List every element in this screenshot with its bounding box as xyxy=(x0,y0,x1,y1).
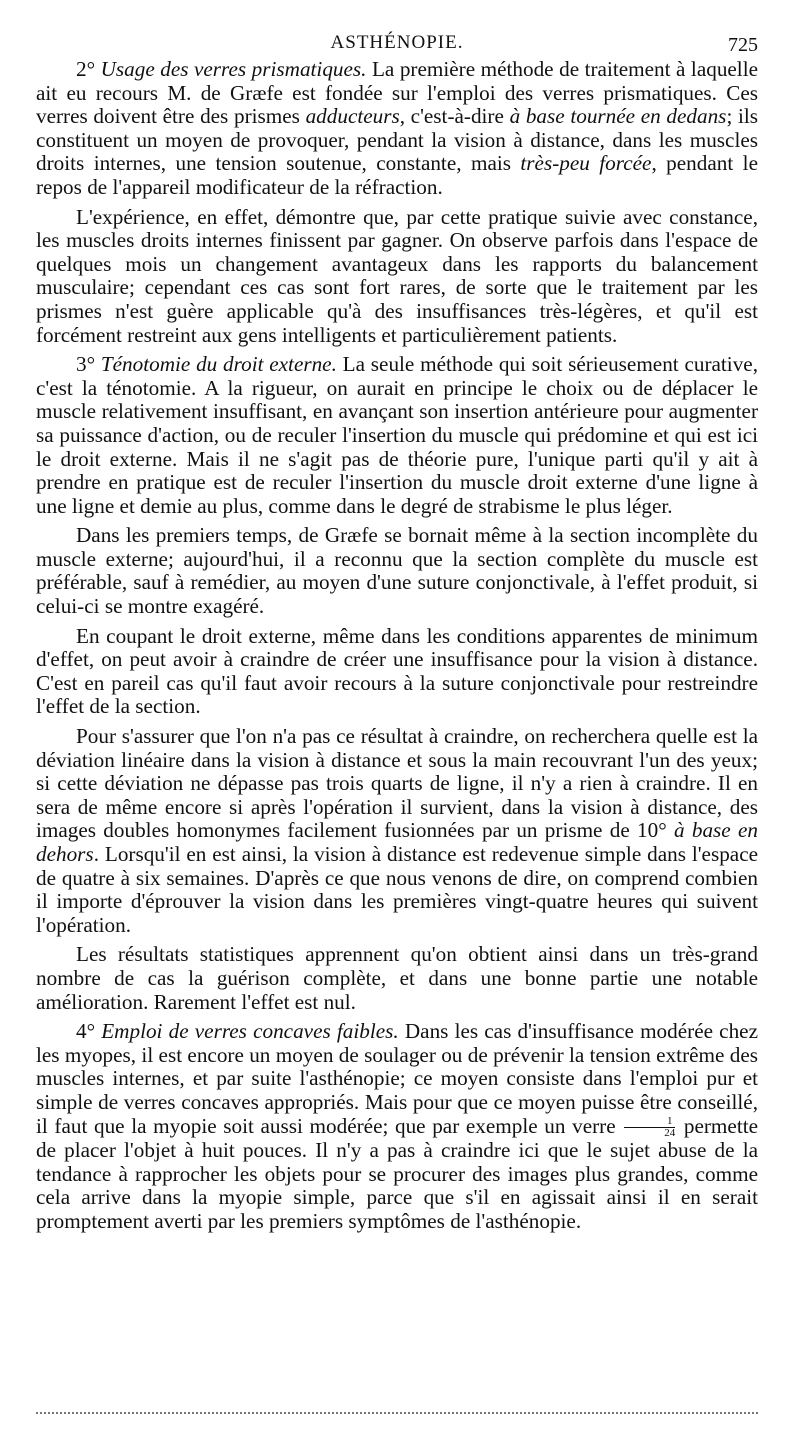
text-run: , pendant le repos de l'appareil modificateur de la réfraction. xyxy=(36,151,758,199)
running-head: ASTHÉNOPIE. xyxy=(330,32,464,53)
page-number: 725 xyxy=(728,34,758,56)
paragraph-pour-s-assurer xyxy=(36,725,758,937)
fraction-numerator: 1 xyxy=(624,1116,675,1128)
section-title: Usage des verres prismatiques. xyxy=(100,57,367,81)
text-run: ; ils constituent un moyen de provoquer, pendant la vision à distance, dans les muscles droits internes, une tension soutenue, constante, mais xyxy=(36,104,759,176)
section-number: 3° xyxy=(76,352,101,377)
italic-run: à base en dehors xyxy=(36,818,758,866)
text-run: . Lorsqu'il en est ainsi, la vision à distance est redevenue simple dans l'espace de quatre à six semaines. D'après ce que nous venons de dire, on comprend combien il importe d'éprouver la vision dans les premières vingt-quatre heures qui suivent l'opération. xyxy=(36,842,758,937)
paragraph-premiers-temps: Dans les premiers temps, de Græfe se bornait même à la section incomplète du muscle externe; aujourd'hui, il a reconnu que la section complète du muscle est préférable, sauf à remédier, au moyen d'une suture conjonctivale, à l'effet produit, si celui-ci se montre exagéré. xyxy=(36,523,758,619)
body-text xyxy=(36,58,758,1234)
italic-run: à base tournée en dedans xyxy=(509,104,727,129)
fraction-denominator: 24 xyxy=(664,1127,676,1140)
text-run: Pour s'assurer que l'on n'a pas ce résultat à craindre, on recherchera quelle est la déviation linéaire dans la vision à distance et sous la main recouvrant l'un des yeux; si cette déviation ne dépasse pas trois quarts de ligne, il n'y a rien à craindre. Il en sera de même encore si après l'opération il survient, dans la vision à distance, des images doubles homonymes facilement fusionnées par un prisme de 10° xyxy=(36,724,758,843)
section-title: Emploi de verres concaves faibles. xyxy=(101,1019,399,1044)
section-number: 2° xyxy=(76,57,101,81)
paragraph-tenotomie xyxy=(36,353,758,518)
page-header xyxy=(36,28,758,58)
text-run: La seule méthode qui soit sérieusement curative, c'est la ténotomie. A la rigueur, on aurait en principe le choix ou de déplacer le muscle relativement insuffisant, en avançant son insertion antérieure pour augmenter sa puissance d'action, ou de reculer l'insertion du muscle qui prédomine et qui est ici le droit externe. Mais il ne s'agit pas de théorie pure, l'unique parti qu'il y ait à prendre en pratique est de reculer l'insertion du muscle droit externe d'une ligne à une ligne et demie au plus, comme dans le degré de strabisme le plus léger. xyxy=(36,352,758,518)
section-title: Ténotomie du droit externe. xyxy=(100,352,337,377)
paragraph-resultats: Les résultats statistiques apprennent qu'on obtient ainsi dans un très-grand nombre de cas la guérison complète, et dans une bonne partie une notable amélioration. Rarement l'effet est nul. xyxy=(36,942,758,1014)
text-run: , c'est-à-dire xyxy=(399,104,510,129)
text-run: La première méthode de traitement à laquelle ait eu recours M. de Græfe est fondée sur l'emploi des verres prismatiques. Ces verres doivent être des prismes xyxy=(36,57,758,129)
italic-run: très-peu forcée xyxy=(520,151,652,176)
text-run: Dans les cas d'insuffisance modérée chez les myopes, il est encore un moyen de soulager ou de prévenir la tension extrême des muscles internes, et par suite l'asthénopie; ce moyen consiste dans l'emploi pur et simple de verres concaves appropriés. Mais pour que ce moyen puisse être conseillé, il faut que la myopie soit aussi modérée; que par exemple un verre xyxy=(36,1019,758,1138)
paragraph-verres-concaves xyxy=(36,1020,758,1233)
fraction xyxy=(624,1116,675,1139)
section-number: 4° xyxy=(76,1019,102,1044)
paragraph-usage-verres-prismatiques xyxy=(36,58,758,200)
footer-dotted-rule xyxy=(36,1412,758,1418)
italic-run: adducteurs xyxy=(305,104,400,129)
paragraph-experience: L'expérience, en effet, démontre que, par cette pratique suivie avec constance, les muscles droits internes finissent par gagner. On observe parfois dans l'espace de quelques mois un changement avantageux dans les rapports du balancement musculaire; cependant ces cas sont fort rares, de sorte que le traitement par les prismes n'est guère applicable qu'à des insuffisances très-légères, et qu'il est forcément restreint aux gens intelligents et particulièrement patients. xyxy=(36,204,758,347)
paragraph-en-coupant: En coupant le droit externe, même dans les conditions apparentes de minimum d'effet, on peut avoir à craindre de créer une insuffisance pour la vision à distance. C'est en pareil cas qu'il faut avoir recours à la suture conjonctivale pour restreindre l'effet de la section. xyxy=(36,623,758,719)
text-run: permette de placer l'objet à huit pouces. Il n'y a pas à craindre ici que le sujet abuse de la tendance à rapprocher les objets pour se procurer des images plus grandes, comme cela arrive dans la myopie simple, parce que s'il en agissait ainsi il en serait promptement averti par les premiers symptômes de l'asthénopie. xyxy=(36,1113,758,1233)
